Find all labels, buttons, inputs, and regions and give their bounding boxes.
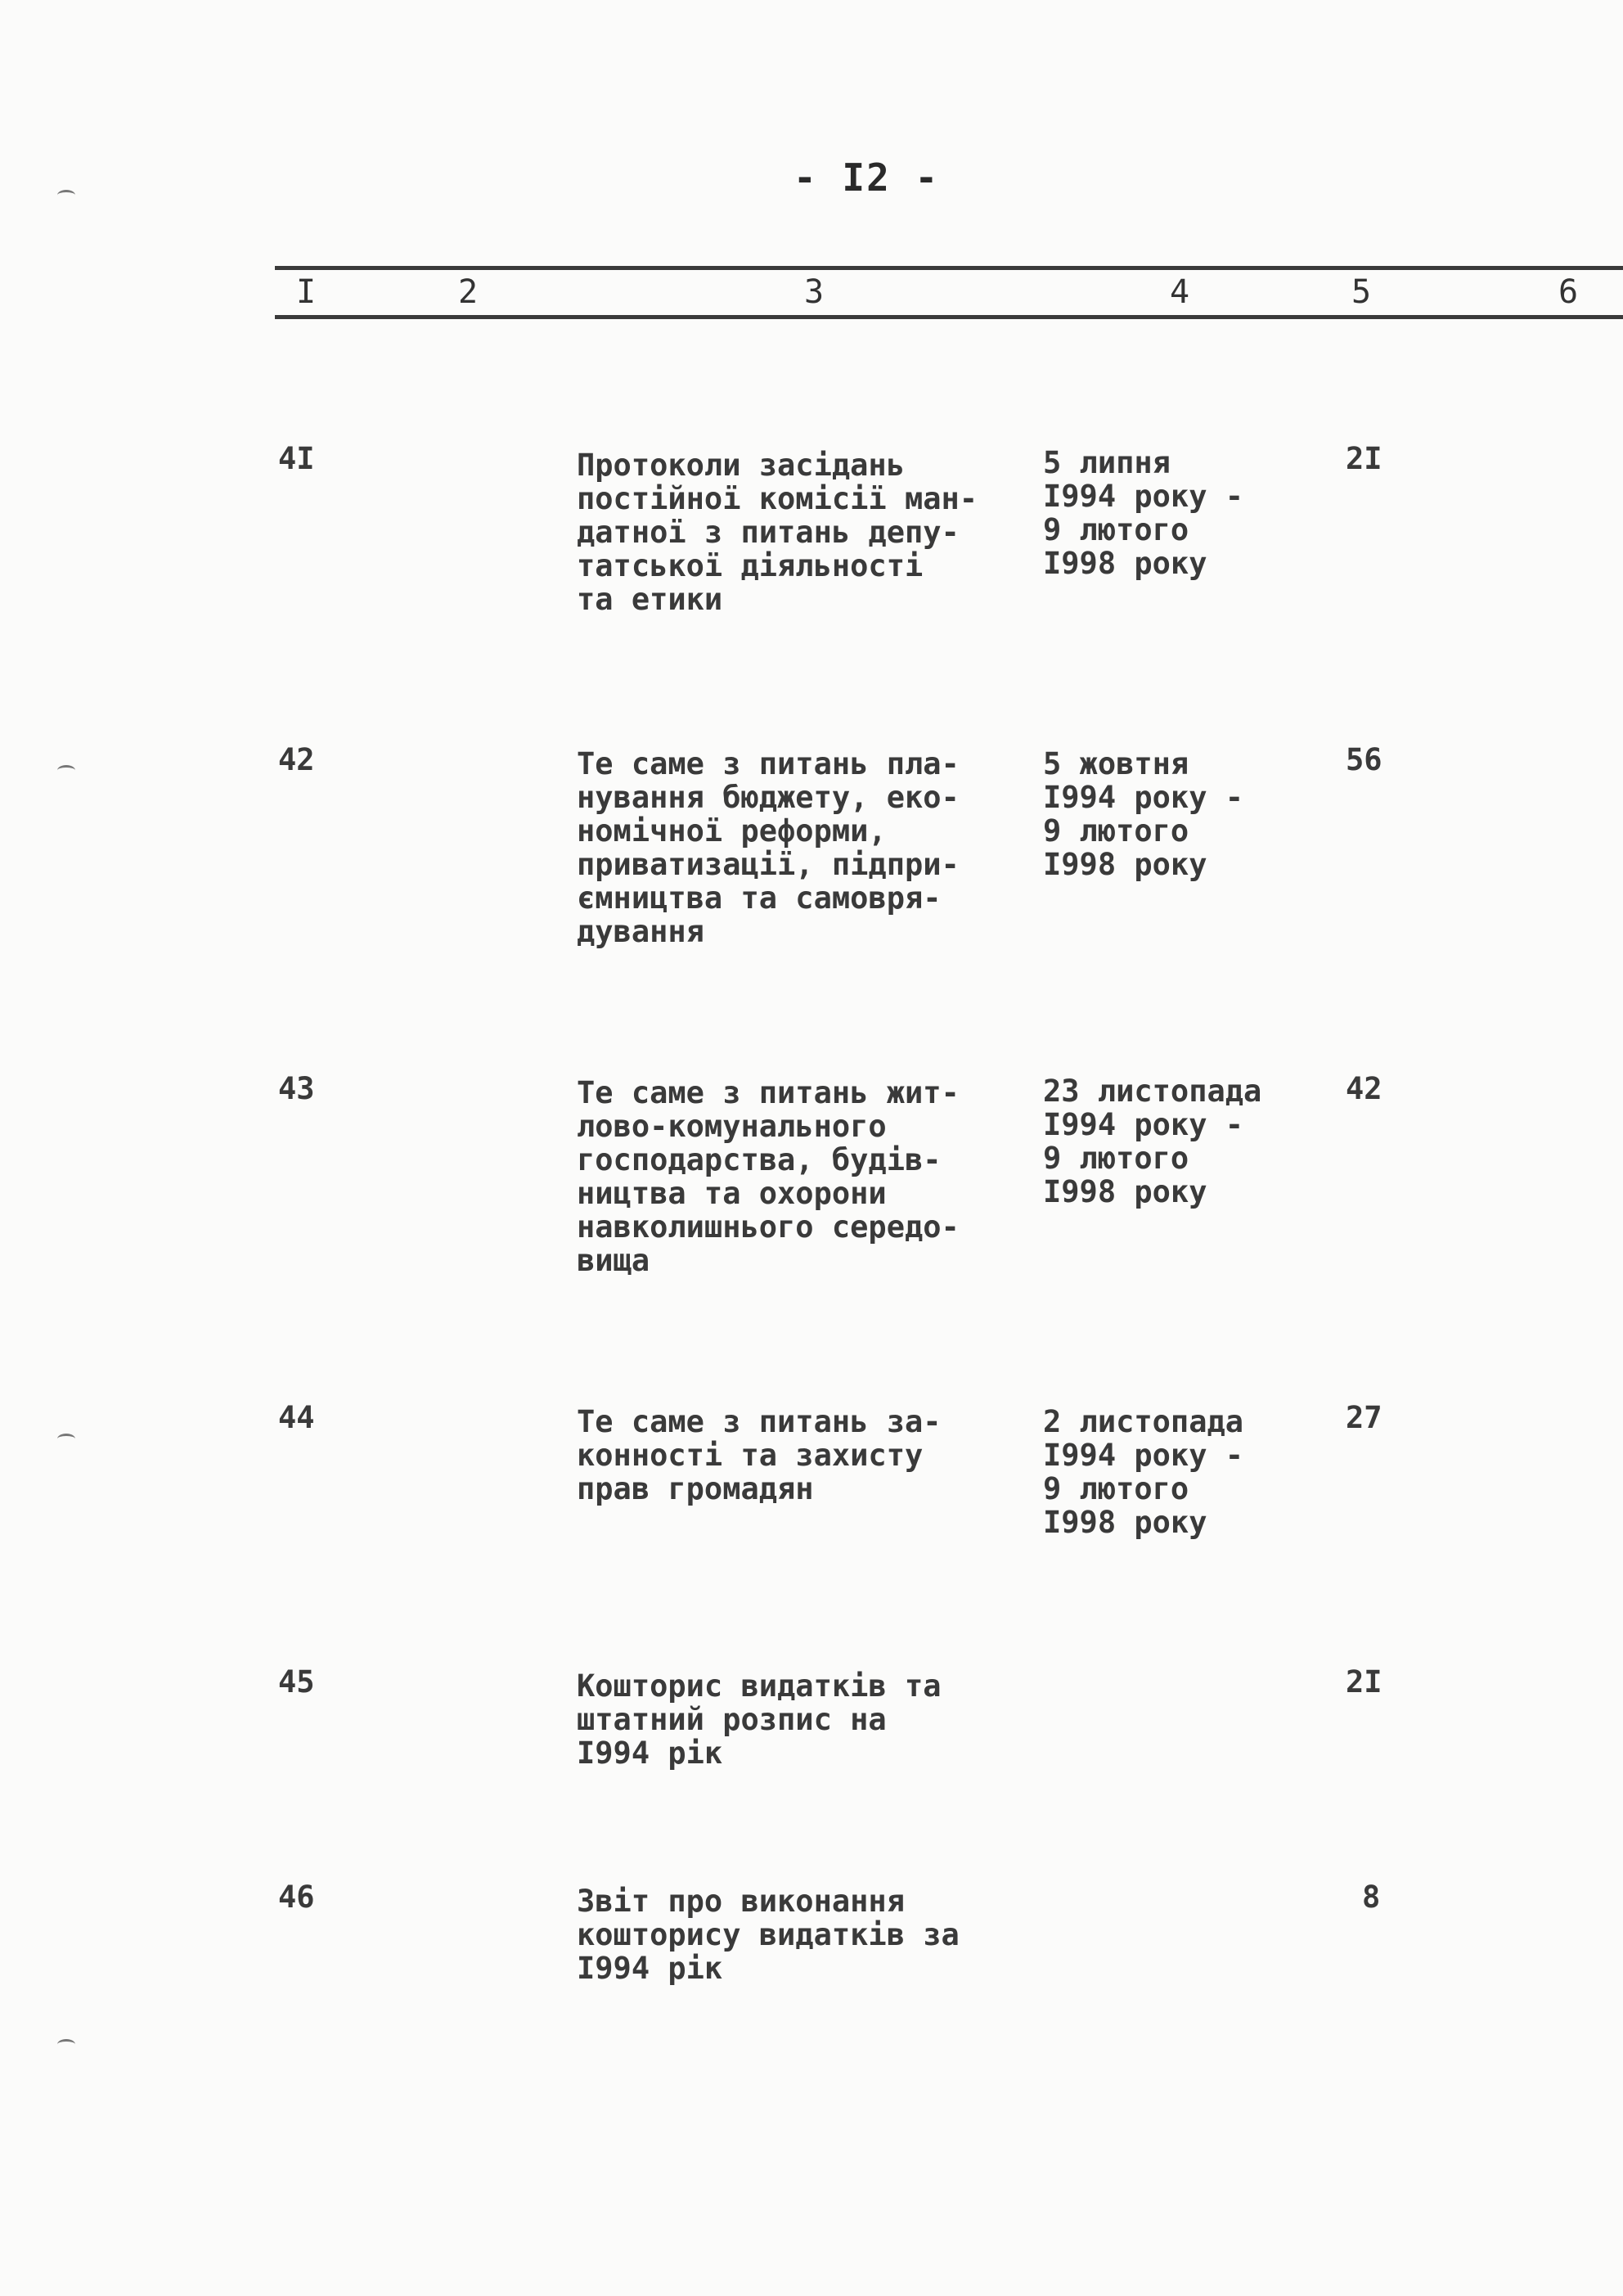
row-date-range: 5 липня I994 року - 9 лютого I998 року: [1043, 445, 1244, 581]
row-sheet-count: 56: [1346, 742, 1382, 777]
column-header-2: 2: [458, 273, 479, 311]
row-number: 46: [278, 1880, 315, 1915]
row-number: 43: [278, 1071, 315, 1106]
row-description: Протоколи засідань постійної комісії ман- датної з питань депу- татської діяльності та етики: [577, 448, 978, 617]
row-number: 45: [278, 1664, 315, 1699]
page-number: - I2 -: [794, 155, 940, 200]
row-description: Звіт про виконання кошторису видатків за I994 рік: [577, 1884, 960, 1986]
row-sheet-count: 2I: [1346, 441, 1382, 476]
row-sheet-count: 42: [1346, 1071, 1382, 1106]
table-header-top-rule: [275, 266, 1623, 270]
row-date-range: 2 листопада I994 року - 9 лютого I998 року: [1043, 1404, 1244, 1540]
punch-hole-mark: [57, 765, 75, 776]
row-sheet-count: 27: [1346, 1400, 1382, 1435]
column-header-6: 6: [1558, 273, 1579, 311]
row-description: Те саме з питань жит- лово-комунального господарства, будів- ництва та охорони навколишнього середо- вища: [577, 1075, 960, 1278]
table-header-bottom-rule: [275, 315, 1623, 319]
column-header-1: I: [296, 273, 317, 311]
row-number: 4I: [278, 441, 315, 476]
row-description: Те саме з питань пла- нування бюджету, еко- номічної реформи, приватизації, підпри- ємництва та самовря- дування: [577, 746, 960, 949]
row-sheet-count: 8: [1362, 1880, 1381, 1915]
row-date-range: 23 листопада I994 року - 9 лютого I998 року: [1043, 1074, 1262, 1209]
row-description: Те саме з питань за- конності та захисту прав громадян: [577, 1404, 942, 1506]
punch-hole-mark: [57, 1434, 75, 1444]
punch-hole-mark: [57, 190, 75, 200]
column-header-4: 4: [1170, 273, 1190, 311]
row-number: 44: [278, 1400, 315, 1435]
column-header-3: 3: [804, 273, 825, 311]
row-date-range: 5 жовтня I994 року - 9 лютого I998 року: [1043, 746, 1244, 882]
punch-hole-mark: [57, 2039, 75, 2050]
row-description: Кошторис видатків та штатний розпис на I994 рік: [577, 1668, 942, 1771]
row-number: 42: [278, 742, 315, 777]
column-header-5: 5: [1351, 273, 1372, 311]
row-sheet-count: 2I: [1346, 1664, 1382, 1699]
